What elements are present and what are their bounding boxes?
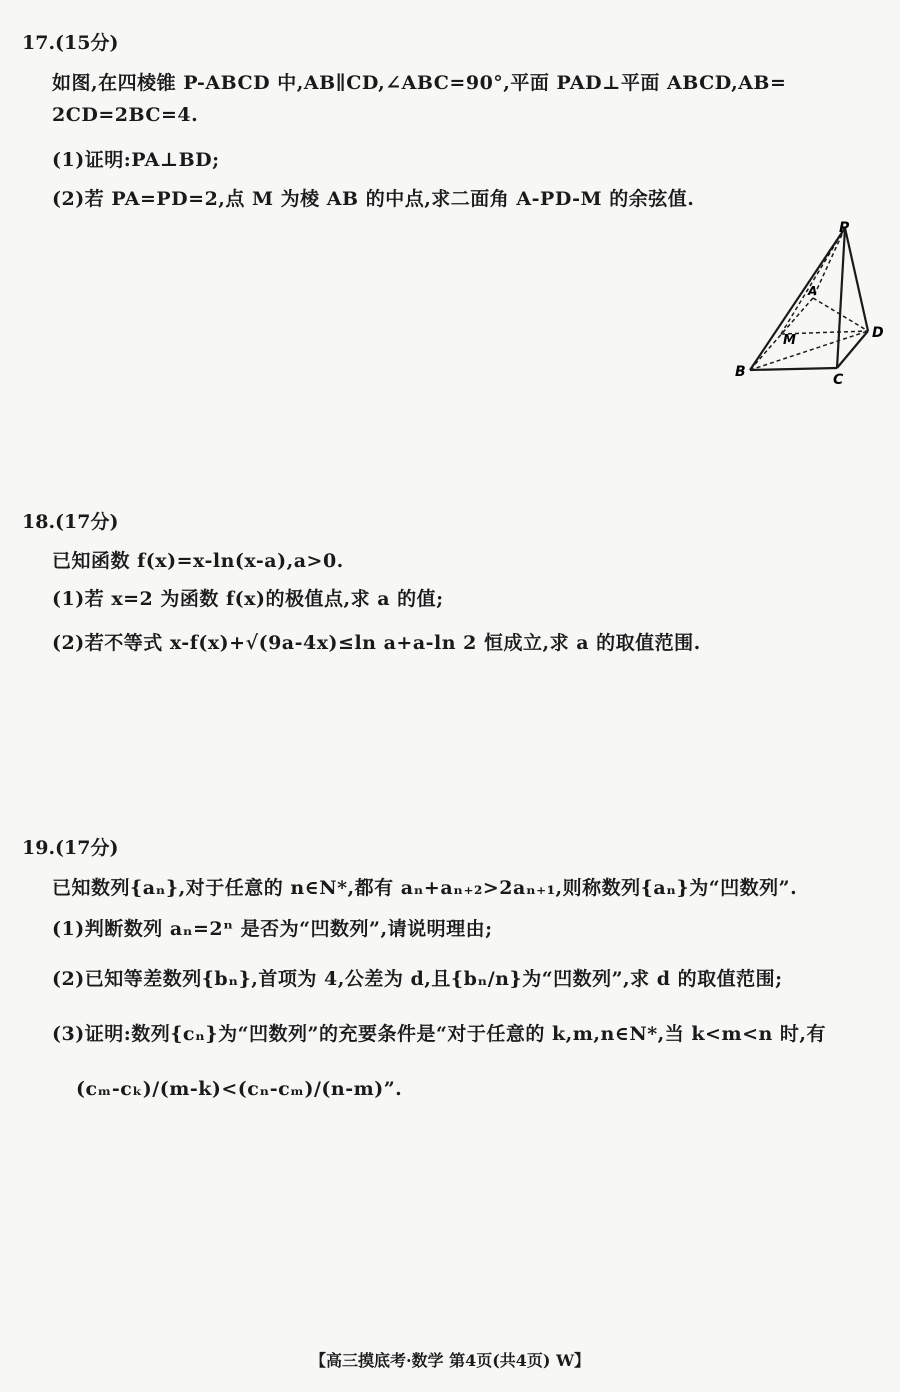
- label-a: A: [808, 284, 818, 298]
- edge-bc: [750, 368, 837, 370]
- q19-part1: (1)判断数列 aₙ=2ⁿ 是否为“凹数列”,请说明理由;: [52, 918, 493, 940]
- q18-part2: (2)若不等式 x-f(x)+√(9a-4x)≤ln a+a-ln 2 恒成立,求 a 的取值范围.: [52, 632, 701, 654]
- q18-text: 已知函数 f(x)=x-ln(x-a),a>0.: [52, 550, 344, 572]
- q18-header: 18.(17分): [22, 511, 119, 533]
- q19-part3-formula: (cₘ-cₖ)/(m-k)<(cₙ-cₘ)/(n-m)”.: [76, 1078, 403, 1100]
- q19-text: 已知数列{aₙ},对于任意的 n∈N*,都有 aₙ+aₙ₊₂>2aₙ₊₁,则称数列{aₙ}为“凹数列”.: [52, 877, 798, 899]
- q17-header: 17.(15分): [22, 32, 119, 54]
- edge-pb: [750, 228, 845, 370]
- edge-pd: [845, 228, 868, 331]
- label-c: C: [833, 372, 844, 388]
- page-footer: 【高三摸底考·数学 第4页(共4页) W】: [309, 1351, 591, 1370]
- pyramid-figure: [725, 218, 895, 388]
- q17-text-line2: 2CD=2BC=4.: [52, 104, 199, 126]
- q19-part3: (3)证明:数列{cₙ}为“凹数列”的充要条件是“对于任意的 k,m,n∈N*,当 k<m<n 时,有: [52, 1023, 827, 1045]
- q17-part1: (1)证明:PA⊥BD;: [52, 149, 220, 171]
- edge-pa: [813, 228, 845, 298]
- q19-part2: (2)已知等差数列{bₙ},首项为 4,公差为 d,且{bₙ/n}为“凹数列”,求 d 的取值范围;: [52, 968, 783, 990]
- q19-header: 19.(17分): [22, 837, 119, 859]
- q17-text-line1: 如图,在四棱锥 P-ABCD 中,AB∥CD,∠ABC=90°,平面 PAD⊥平面 ABCD,AB=: [52, 72, 787, 94]
- q18-part1: (1)若 x=2 为函数 f(x)的极值点,求 a 的值;: [52, 588, 444, 610]
- label-d: D: [872, 325, 884, 341]
- label-m: M: [783, 333, 796, 348]
- label-b: B: [735, 364, 746, 380]
- edge-pc: [837, 228, 845, 368]
- label-p: P: [839, 220, 850, 236]
- q17-part2: (2)若 PA=PD=2,点 M 为棱 AB 的中点,求二面角 A-PD-M 的余弦值.: [52, 188, 695, 210]
- edge-mp: [781, 228, 845, 334]
